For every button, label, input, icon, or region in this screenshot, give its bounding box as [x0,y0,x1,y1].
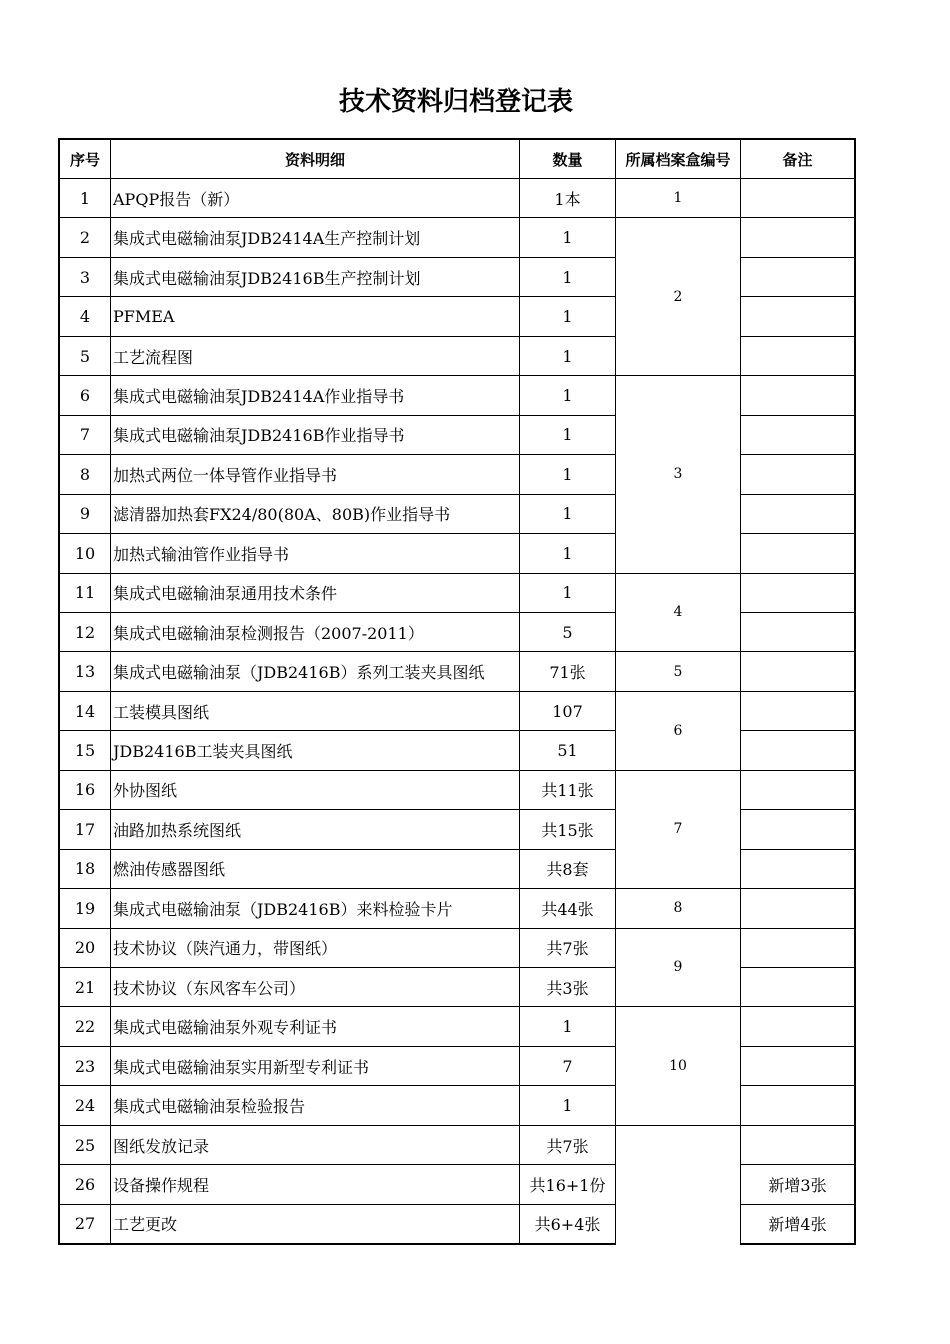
row-detail: 集成式电磁输油泵（JDB2416B）来料检验卡片 [113,899,453,919]
row-seq: 20 [74,938,96,958]
row-divider [59,770,616,771]
row-divider [740,1125,855,1126]
row-detail: 技术协议（东风客车公司） [113,978,306,998]
row-seq: 26 [74,1174,96,1194]
row-seq: 27 [74,1214,96,1234]
box-divider [615,217,741,218]
row-note [741,376,854,414]
row-qty: 5 [562,622,573,642]
row-seq: 10 [74,543,96,563]
row-divider [740,1204,855,1205]
row-note [741,1007,854,1045]
table-bottom-border-right [740,1243,856,1245]
row-divider [59,375,616,376]
row-divider [59,928,616,929]
row-divider [59,1006,616,1007]
row-divider [59,415,616,416]
archive-box-number: 6 [673,722,683,739]
header-box: 所属档案盒编号 [625,150,731,169]
row-divider [59,651,616,652]
row-divider [740,928,855,929]
row-detail: JDB2416B工装夹具图纸 [113,742,293,762]
row-divider [740,494,855,495]
row-detail: PFMEA [113,307,175,327]
row-divider [740,730,855,731]
row-qty: 共8套 [546,860,589,880]
row-detail: 设备操作规程 [113,1175,210,1195]
row-note [741,850,854,888]
row-note [741,1086,854,1124]
row-detail: 燃油传感器图纸 [113,860,226,880]
row-seq: 8 [79,464,91,484]
row-note [741,1047,854,1085]
row-note [741,534,854,572]
box-divider [615,888,741,889]
row-note [741,652,854,690]
row-qty: 1 [562,504,573,524]
row-divider [740,296,855,297]
row-note [741,258,854,296]
row-detail: APQP报告（新） [113,189,240,209]
row-detail: 工艺流程图 [113,347,194,367]
row-divider [740,967,855,968]
column-divider [519,139,520,1244]
row-divider [740,1006,855,1007]
table-top-border [59,138,855,140]
row-seq: 21 [74,977,96,997]
row-detail: 工艺更改 [113,1215,178,1235]
row-seq: 24 [74,1096,96,1116]
row-detail: 加热式输油管作业指导书 [113,544,290,564]
box-divider [615,1006,741,1007]
row-qty: 7 [562,1056,573,1076]
row-divider [59,1164,616,1165]
row-divider [740,454,855,455]
archive-box-number: 1 [673,190,683,207]
row-seq: 9 [79,504,91,524]
row-divider [59,533,616,534]
box-divider [615,573,741,574]
row-qty: 107 [552,701,583,721]
row-divider [740,533,855,534]
row-divider [59,1046,616,1047]
row-divider [740,415,855,416]
box-divider [615,1125,741,1126]
row-qty: 共7张 [546,939,589,959]
row-divider [740,1085,855,1086]
row-qty: 1 [562,346,573,366]
page-title: 技术资料归档登记表 [338,87,573,117]
row-note [741,771,854,809]
column-divider [740,139,741,1244]
row-seq: 16 [74,780,96,800]
row-divider [740,691,855,692]
row-seq: 25 [74,1135,96,1155]
row-qty: 51 [557,741,578,761]
row-divider [59,967,616,968]
row-detail: 集成式电磁输油泵实用新型专利证书 [113,1057,370,1077]
row-detail: 图纸发放记录 [113,1136,210,1156]
row-seq: 7 [79,425,91,445]
row-divider [740,257,855,258]
row-note [741,810,854,848]
row-detail: 集成式电磁输油泵检测报告（2007-2011） [113,623,424,643]
header-seq: 序号 [69,150,100,169]
row-seq: 15 [74,741,96,761]
row-detail: 集成式电磁输油泵JDB2414A生产控制计划 [113,229,421,249]
row-divider [59,612,616,613]
row-seq: 3 [79,267,91,287]
row-note: 新增3张 [768,1175,827,1195]
row-divider [59,454,616,455]
row-detail: 加热式两位一体导管作业指导书 [113,465,338,485]
row-divider [740,217,855,218]
box-divider [615,770,741,771]
row-qty: 1 [562,307,573,327]
column-divider [110,139,111,1244]
row-note [741,889,854,927]
row-qty: 71张 [549,663,586,683]
row-seq: 22 [74,1017,96,1037]
row-detail: 集成式电磁输油泵通用技术条件 [113,584,338,604]
row-divider [740,770,855,771]
row-divider [740,888,855,889]
row-seq: 6 [79,385,91,405]
row-divider [59,336,616,337]
row-qty: 共16+1份 [529,1175,606,1195]
row-note [741,692,854,730]
row-note [741,337,854,375]
row-qty: 共7张 [546,1136,589,1156]
row-note [741,929,854,967]
row-qty: 共44张 [541,899,594,919]
row-seq: 14 [74,701,96,721]
row-note [741,574,854,612]
row-divider [59,217,616,218]
row-qty: 共11张 [541,781,594,801]
box-divider [615,375,741,376]
row-detail: 集成式电磁输油泵检验报告 [113,1097,306,1117]
row-seq: 18 [74,859,96,879]
row-seq: 23 [74,1056,96,1076]
box-divider [615,651,741,652]
row-detail: 技术协议（陕汽通力，带图纸） [113,939,338,959]
row-note [741,495,854,533]
row-divider [740,336,855,337]
row-note [741,297,854,335]
row-qty: 1 [562,1017,573,1037]
row-qty: 1 [562,267,573,287]
row-qty: 1 [562,385,573,405]
row-qty: 1 [562,228,573,248]
row-note [741,179,854,217]
archive-box-number: 7 [673,821,683,838]
archive-box-number [616,1126,740,1243]
row-divider [59,296,616,297]
row-divider [59,888,616,889]
row-detail: 外协图纸 [113,781,178,801]
row-divider [59,573,616,574]
header-divider [59,178,855,179]
row-detail: 滤清器加热套FX24/80(80A、80B)作业指导书 [113,505,451,525]
row-divider [740,849,855,850]
row-qty: 共15张 [541,820,594,840]
row-note: 新增4张 [768,1215,827,1235]
row-note [741,968,854,1006]
row-seq: 13 [74,662,96,682]
row-note [741,731,854,769]
row-qty: 1 [562,583,573,603]
row-divider [740,651,855,652]
row-detail: 集成式电磁输油泵JDB2416B生产控制计划 [113,268,421,288]
row-detail: 工装模具图纸 [113,702,210,722]
archive-box-number: 3 [673,466,683,483]
row-divider [740,809,855,810]
archive-box-number: 10 [669,1058,687,1075]
row-divider [59,809,616,810]
row-divider [59,691,616,692]
row-seq: 19 [74,898,96,918]
row-note [741,613,854,651]
row-divider [59,849,616,850]
row-divider [59,1125,616,1126]
header-qty: 数量 [552,150,583,169]
row-divider [59,257,616,258]
row-qty: 共6+4张 [534,1215,601,1235]
row-seq: 12 [74,622,96,642]
row-divider [59,494,616,495]
row-divider [59,1204,616,1205]
row-qty: 共3张 [546,978,589,998]
row-note [741,416,854,454]
row-note [741,455,854,493]
header-detail: 资料明细 [284,150,345,169]
row-divider [740,375,855,376]
row-detail: 集成式电磁输油泵（JDB2416B）系列工装夹具图纸 [113,663,485,683]
box-divider [615,691,741,692]
row-divider [740,1164,855,1165]
row-seq: 11 [74,583,96,603]
row-divider [59,730,616,731]
row-note [741,218,854,256]
row-seq: 5 [79,346,91,366]
archive-box-number: 5 [673,663,683,680]
row-detail: 集成式电磁输油泵外观专利证书 [113,1018,338,1038]
row-detail: 集成式电磁输油泵JDB2414A作业指导书 [113,386,405,406]
row-seq: 17 [74,819,96,839]
table-bottom-border-left [58,1243,616,1245]
row-seq: 1 [79,188,91,208]
row-qty: 1 [562,425,573,445]
box-divider [615,928,741,929]
row-detail: 集成式电磁输油泵JDB2416B作业指导书 [113,426,405,446]
row-qty: 1本 [554,189,581,209]
row-qty: 1 [562,543,573,563]
archive-box-number: 2 [673,288,683,305]
row-divider [740,612,855,613]
row-qty: 1 [562,1096,573,1116]
archive-box-number: 8 [673,900,683,917]
row-note [741,1126,854,1164]
archive-box-number: 9 [673,959,683,976]
row-qty: 1 [562,464,573,484]
archive-box-number: 4 [673,604,683,621]
row-divider [740,573,855,574]
column-divider [615,139,616,1244]
row-divider [740,1046,855,1047]
header-note: 备注 [782,150,813,169]
row-detail: 油路加热系统图纸 [113,820,242,840]
row-divider [59,1085,616,1086]
row-seq: 2 [79,228,91,248]
row-seq: 4 [79,307,91,327]
